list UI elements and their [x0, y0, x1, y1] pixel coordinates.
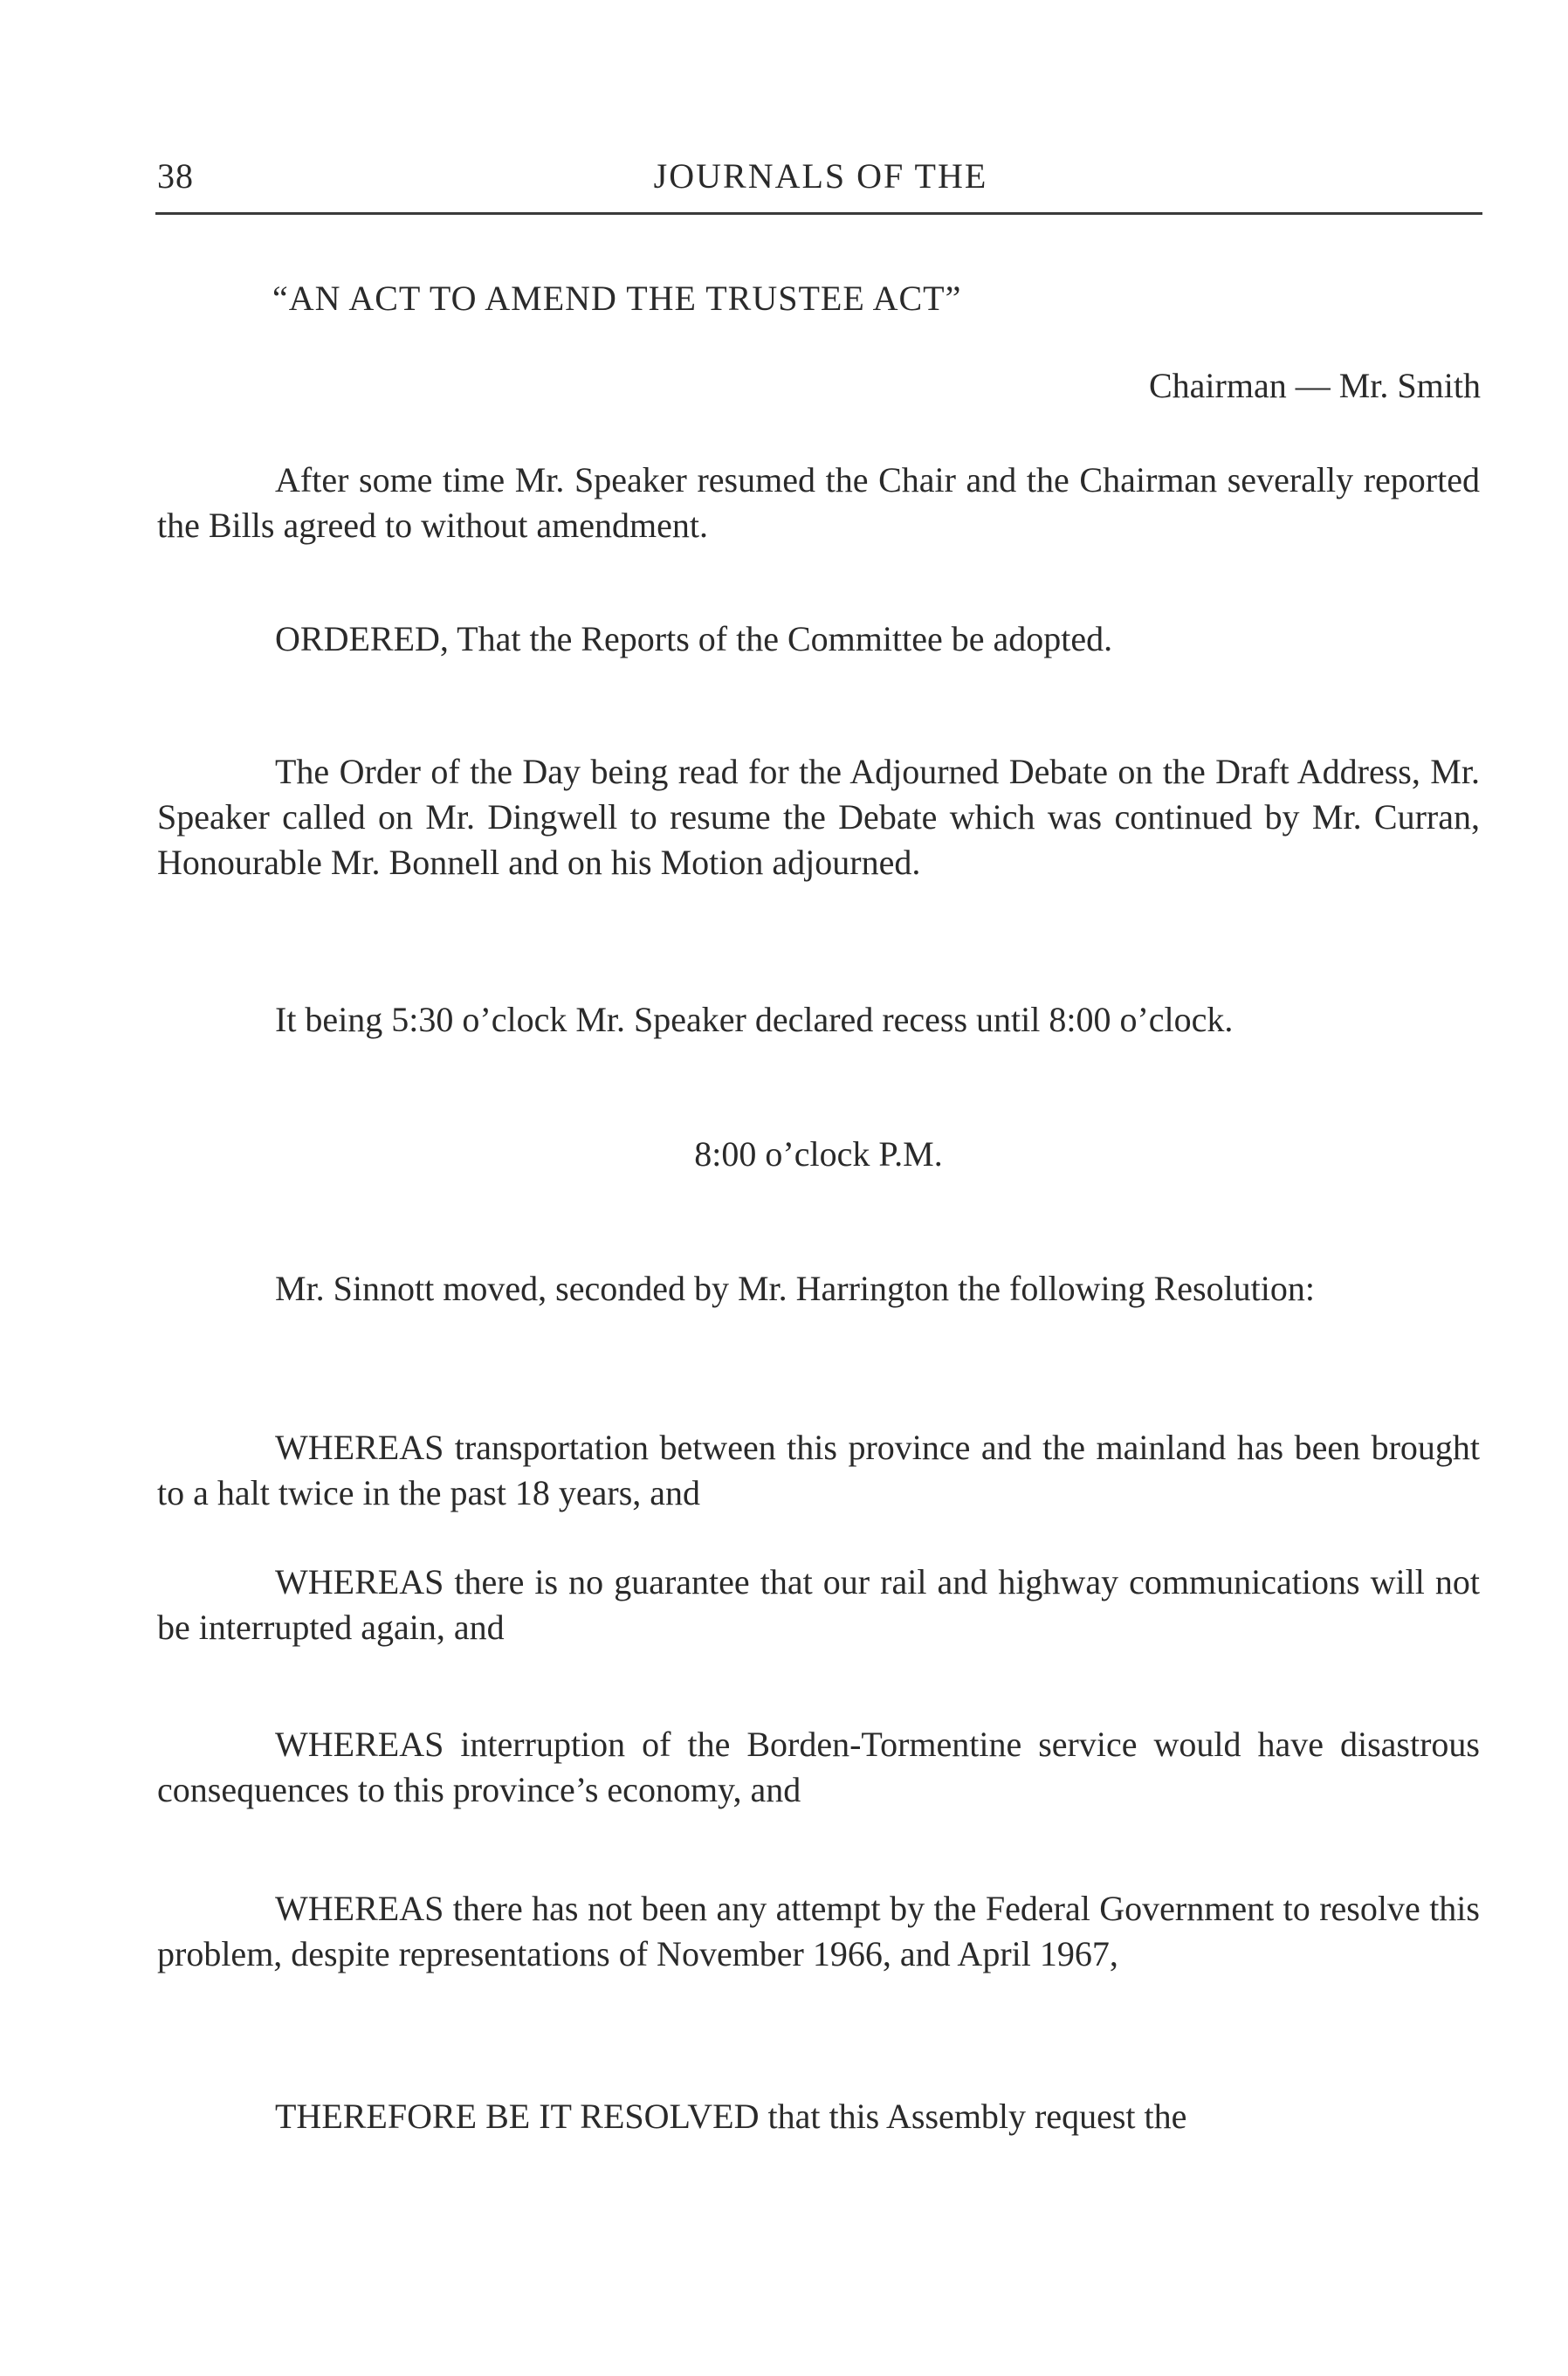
paragraph-motion: Mr. Sinnott moved, seconded by Mr. Harrington the following Resolution: [275, 1269, 1316, 1308]
paragraph-ordered: ORDERED, That the Reports of the Committee be adopted. [275, 619, 1113, 658]
page-number: 38 [157, 156, 194, 196]
header-rule [155, 212, 1482, 215]
paragraph-adjourned-debate: The Order of the Day being read for the Adjourned Debate on the Draft Address, Mr. Speaker called on Mr. Dingwell to resume the Debate which was continued by Mr. Curran, Honourable Mr. Bonnell and on his Motion adjourned. [157, 752, 1480, 882]
paragraph-speaker-resumed: After some time Mr. Speaker resumed the Chair and the Chairman severally reported the Bills agreed to without amendment. [157, 460, 1480, 545]
paragraph-whereas-interruption: WHEREAS interruption of the Borden-Tormentine service would have disastrous consequences to this province’s economy, and [157, 1725, 1480, 1809]
chairman-line: Chairman — Mr. Smith [1149, 366, 1481, 405]
page-header [157, 155, 1484, 199]
running-head: JOURNALS OF THE [653, 156, 988, 196]
paragraph-whereas-federal: WHEREAS there has not been any attempt by the Federal Government to resolve this problem, despite representations of November 1966, and April 1967, [157, 1889, 1480, 1973]
paragraph-whereas-transportation: WHEREAS transportation between this province and the mainland has been brought to a halt twice in the past 18 years, and [157, 1428, 1480, 1512]
time-heading: 8:00 o’clock P.M. [694, 1134, 943, 1174]
paragraph-recess: It being 5:30 o’clock Mr. Speaker declared recess until 8:00 o’clock. [275, 1000, 1234, 1039]
paragraph-therefore: THEREFORE BE IT RESOLVED that this Assembly request the [275, 2097, 1187, 2136]
paragraph-whereas-guarantee: WHEREAS there is no guarantee that our rail and highway communications will not be interrupted again, and [157, 1562, 1480, 1647]
bill-title: “AN ACT TO AMEND THE TRUSTEE ACT” [272, 279, 962, 318]
